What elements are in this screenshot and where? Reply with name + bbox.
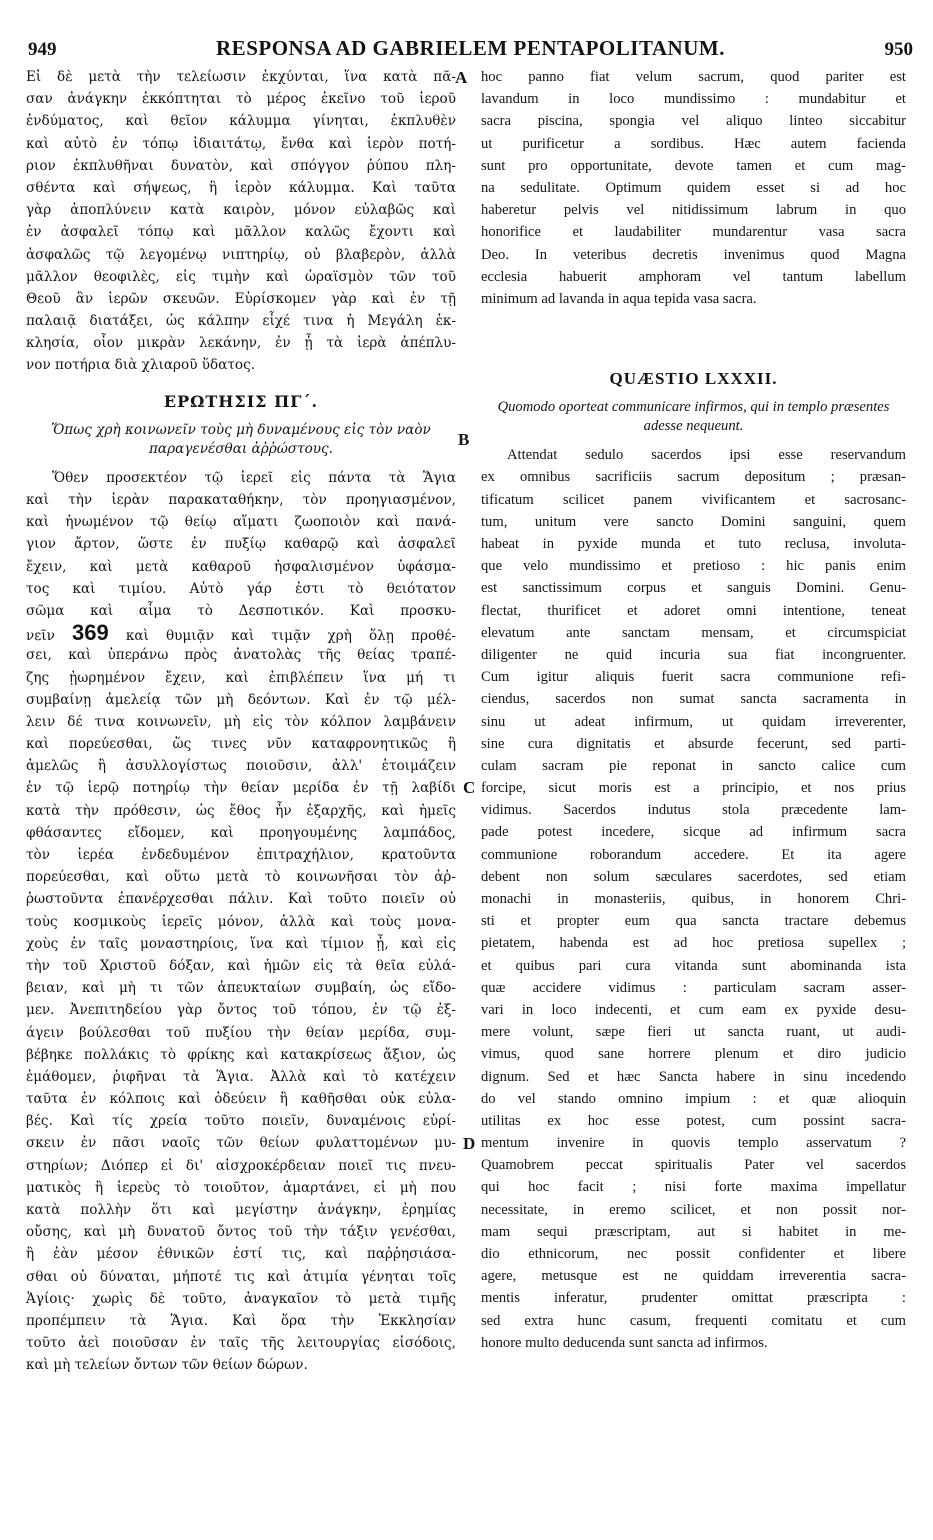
text-line: habeat in pyxide munda et tuto reclusa, involuta- [481, 536, 906, 553]
text-line: agere, metusque est ne quiddam irreverentia sacra- [481, 1268, 906, 1285]
greek-question-subtitle: Ὅπως χρὴ κοινωνεῖν τοὺς μὴ δυναμένους εἰς τὸν ναὸν παραγενέσθαι ἀῤῥώστους. [51, 421, 431, 457]
text-line: γὰρ ἀποπλύνειν κατὰ καιρὸν, μόνον εὐλαβῶς καὶ [26, 202, 456, 219]
text-line: communione roborandum accedere. Et ita agere [481, 846, 906, 863]
column-number: 369 [72, 622, 109, 645]
text-line: mentis inferatur, prudenter omittat præscripta : [481, 1290, 906, 1307]
text-line: pade potest incedere, sicque ad infirmum sacra [481, 824, 906, 841]
text-line: παλαιᾷ διατάξει, ὡς κάλπην εἶχέ τινα ἡ Μεγάλη ἐκ- [26, 313, 456, 330]
text-line: βές. Καὶ τίς χρεία τοῦτο ποιεῖν, δυναμένοις εὑρί- [26, 1113, 456, 1130]
text-line: lavandum in loco mundissimo : mundabitur et [481, 91, 906, 108]
text-line: haberetur pelvis vel nitidissimum labrum in quo [481, 202, 906, 219]
text-line: καὶ τὴν ἱερὰν παρακαταθήκην, τὸν προηγιασμένον, [26, 492, 456, 509]
text-line: culam sacram pie reponat in sancto calice cum [481, 757, 906, 774]
running-title: RESPONSA AD GABRIELEM PENTAPOLITANUM. [216, 36, 725, 60]
text-line: τὸν ἱερέα ἐνδεδυμένον ἐπιτραχήλιον, κρατοῦντα [26, 847, 456, 864]
text-line: μᾶλλον θεοφιλὲς, εἰς τιμὴν καὶ ὡραϊσμὸν τῶν τοῦ [26, 268, 456, 285]
text-line: et quibus pari cura vitanda sunt abominanda ista [481, 957, 906, 974]
text-line: dio ethnicorum, nec possit confidenter et libere [481, 1246, 906, 1263]
text-line: ciendus, sacerdos non sumat sancta sacramenta in [481, 691, 906, 708]
text-line: γιον ἄρτον, ὥστε ἐν πυξίῳ καθαρῷ καὶ ἀσφαλεῖ [26, 536, 456, 553]
text-line: honorifice et laudabiliter mundarentur vasa sacra [481, 224, 906, 241]
text-line: ῥωστοῦντα ἐπανέρχεσθαι πάλιν. Καὶ τοῦτο ποιεῖν οὐ [26, 891, 456, 908]
text-line: ριον ἐκπλυθῆναι δυνατὸν, καὶ σπόγγον ῥύπου πλη- [26, 157, 456, 174]
text-line: σῶμα καὶ αἷμα τὸ Δεσποτικόν. Καὶ προσκυ- [26, 602, 456, 619]
text-line: συμβαίνῃ ἀμελείᾳ τῶν μὴ δεόντων. Καὶ ἐν τῷ μέλ- [26, 691, 456, 708]
greek-paragraph-2 [26, 467, 456, 1377]
text-line: καὶ μὴ τελείων ὄντων τῶν θείων δώρων. [26, 1357, 308, 1374]
text-line: sti et propter eum qua sancta tractare debemus [481, 913, 906, 930]
text-line: άγειν βούλεσθαι τοῦ πυξίου τὴν θείαν μερίδα, συμ- [26, 1024, 456, 1041]
text-line: tum, unitum vere sancto Domini sanguini, quem [481, 513, 906, 530]
text-line: Ὅθεν προσεκτέον τῷ ἱερεῖ εἰς πάντα τὰ Ἅγια [52, 469, 456, 486]
text-line: σθαι οὐ δύναται, μήποτέ τις καὶ ἀτιμία γένηται τοῖς [26, 1268, 456, 1285]
latin-question-heading: QUÆSTIO LXXXII. [609, 369, 778, 389]
text-line: honore multo deducenda sunt sancta ad infirmos. [481, 1334, 768, 1351]
text-line: monachi in monasteriis, quibus, in honorem Chri- [481, 891, 906, 908]
text-line: sine cura dignitatis et absurde fecerunt, sed parti- [481, 735, 906, 752]
text-line: κατὰ τὴν πρόθεσιν, ὡς ἔθος ἦν ἐξαρχῆς, καὶ ἡμεῖς [26, 802, 456, 819]
text-line: flectat, thurificet et adoret omni intentione, teneat [481, 602, 906, 619]
text-line: debent non solum sæculares sacerdotes, sed etiam [481, 868, 906, 885]
latin-column [481, 66, 906, 1354]
greek-column [26, 66, 456, 1377]
text-line: pietatem, habenda est ad hoc pretiosa supellex ; [481, 935, 906, 952]
text-line: sinu ut adeat infirmum, ut quidam irreverenter, [481, 713, 906, 730]
text-line: mere volunt, sæpe fieri ut sancta ruant, ut audi- [481, 1024, 906, 1041]
text-line: στηρίων; Διόπερ εἰ δι' αἰσχροκέρδειαν ποιεῖ τις πνευ- [26, 1157, 456, 1174]
text-line: forcipe, sicut moris est a principio, et nos prius [481, 780, 906, 797]
text-line: est sanctissimum corpus et sanguis Domini. Genu- [481, 580, 906, 597]
text-line: Attendat sedulo sacerdos ipsi esse reservandum [507, 447, 906, 464]
latin-paragraph-2 [481, 444, 906, 1354]
text-line: νον ποτήρια διὰ χλιαροῦ ὕδατος. [26, 357, 256, 374]
text-line: σκειν ἐν πᾶσι ναοῖς τῶν θείων φυλαττομένων μυ- [26, 1135, 456, 1152]
text-line: σθέντα καὶ σήψεως, ἢ ἱερὸν κάλυμμα. Καὶ ταῦτα [26, 179, 456, 196]
text-line: qui hoc facit ; nisi forte maxima impellatur [481, 1179, 906, 1196]
text-line: ταῦτα ἐν κόλποις καὶ ὁδεύειν ἢ καθῆσθαι οὐκ εὐλα- [26, 1091, 456, 1108]
text-line: elevatum ante sanctam mensam, et circumspiciat [481, 624, 906, 641]
text-line: Cum igitur aliquis fuerit sacra communione refi- [481, 669, 906, 686]
text-line: ζης ᾐωρημένον ἔχειν, καὶ ἐπιβλέπειν ἵνα μή τι [26, 669, 456, 686]
text-line: καὶ ἡνωμένον τῷ θείῳ αἵματι ζωοποιὸν καὶ πανά- [26, 514, 456, 531]
text-line: φθάσαντες εἴδομεν, καὶ προηγουμένης λαμπάδος, [26, 824, 456, 841]
page-header [28, 36, 913, 66]
text-line: Deo. In veteribus decretis invenimus quod Magna [481, 246, 906, 263]
text-line: προπέμπειν τὰ Ἅγια. Καὶ ὅρα τὴν Ἐκκλησίαν [26, 1312, 456, 1329]
text-line: ἐν ἀσφαλεῖ τόπῳ καὶ μᾶλλον καλῶς ἔχοντι καὶ [26, 224, 456, 241]
right-page-number: 950 [884, 39, 913, 60]
text-line: Quamobrem peccat spiritualis Pater vel sacerdos [481, 1157, 906, 1174]
text-line: μεν. Ἀνεπιτηδείου γὰρ ὄντος τοῦ τόπου, ἐν τῷ ἐξ- [26, 1002, 456, 1019]
margin-marker-c: C [463, 778, 476, 797]
text-line: βειαν, καὶ μὴ τι τῶν ἀπευκταίων συμβαίη, ὡς εἴδο- [26, 980, 456, 997]
text-line: na sedulitate. Optimum quidem esset si ad hoc [481, 179, 906, 196]
text-line: ἢ ἐὰν μέσον ἐθνικῶν ἐστί τις, καὶ παῤῥησιάσα- [26, 1246, 456, 1263]
margin-marker-a: A [455, 68, 468, 87]
margin-marker-d: D [463, 1134, 476, 1153]
text-line: minimum ad lavanda in aqua tepida vasa sacra. [481, 290, 757, 307]
text-line: τος καὶ τιμίου. Αὐτὸ γάρ ἐστι τὸ θειότατον [26, 580, 456, 597]
text-line: βέβηκε πολλάκις τὸ φρίκης καὶ κατακρίσεως ἄξιον, ὡς [26, 1046, 456, 1063]
text-line: ἀσφαλῶς τῷ λεγομένῳ νιπτηρίῳ, οὐ βλαβερὸν, ἀλλὰ [26, 246, 456, 263]
text-line: vari in loco indecenti, et cum eam ex pyxide desu- [481, 1001, 906, 1018]
text-line: sunt pro opportunitate, devote tamen et cum mag- [481, 157, 906, 174]
text-line: ἀμελῶς ἢ ἀσυλλογίστως ποιοῦσιν, ἀλλ' ἑτοιμάζειν [26, 758, 456, 775]
text-line: Ἁγίοις· χωρὶς δὲ τοῦτο, ἀναγκαῖον τὸ μετὰ τιμῆς [26, 1290, 456, 1307]
left-page-number: 949 [28, 39, 57, 60]
text-line: que velo mundissimo et pretioso : hic panis enim [481, 558, 906, 575]
greek-question-heading: ΕΡΩΤΗΣΙΣ ΠΓ΄. [163, 391, 319, 411]
text-line: καὶ αὐτὸ ἐν τόπῳ ἰδιαιτάτῳ, ἔνθα καὶ ἱερὸν ποτή- [26, 135, 456, 152]
text-line: ματικὸς ἢ ἱερεὺς τὸ τοιοῦτον, ἁμαρτάνει, εἰ μὴ που [26, 1179, 456, 1196]
text-line: ἐν τῷ ἱερῷ ποτηρίῳ τὴν θείαν μερίδα ἐν τῇ λαβίδι [26, 780, 456, 797]
text-line: necessitate, in eremo scilicet, et non possit nor- [481, 1201, 906, 1218]
text-line: ex omnibus sacrificiis sacrum depositum ; præsan- [481, 469, 906, 486]
text-line: diligenter ne quid incuria sua fiat incongruenter. [481, 646, 906, 663]
margin-marker-b: B [458, 430, 470, 449]
text-line: νεῖν 369 καὶ θυμιᾷν καὶ τιμᾷν χρὴ ὅλῃ προθέ- [26, 622, 456, 645]
text-line: mam sequi præscriptam, aut si habitet in me- [481, 1223, 906, 1240]
text-line: σαν ἀνάγκην ἐκκόπτηται τὸ μέρος ἐκεῖνο τοῦ ἱεροῦ [26, 91, 456, 108]
text-line: κατὰ πολλὴν ὅτι καὶ μεγίστην ἀνάγκην, ἐρημίας [26, 1202, 456, 1219]
text-line: vimus, quod sane horrere plenum et diro judicio [481, 1046, 906, 1063]
text-line: τὴν τοῦ Χριστοῦ δόξαν, καὶ ἡμῶν εἰς τὰ θεῖα εὐλά- [26, 957, 456, 974]
text-line: tificatum scilicet panem vivificantem et sacrosanc- [481, 491, 906, 508]
text-line: mentum invenire in quovis templo asservatum ? [481, 1135, 906, 1152]
text-line: vidimus. Sacerdos indutus stola præcedente lam- [481, 802, 906, 819]
text-line: sed extra hunc casum, frequenti comitatu et cum [481, 1312, 906, 1329]
text-line: Θεοῦ ἂν ἱερῶν σκευῶν. Εὑρίσκομεν γὰρ καὶ ἐν τῇ [26, 290, 456, 307]
text-line: ἐνδύματος, καὶ θεῖον κάλυμμα γίνηται, ἐκπλυθὲν [26, 113, 456, 130]
text-line: χοὺς ἐν ταῖς μοναστηρίοις, ἵνα καὶ τίμιον ᾖ, καὶ εἰς [26, 935, 456, 952]
text-line: sacra piscina, spongia vel aliquo linteo siccabitur [481, 113, 906, 130]
text-line: ἐμάθομεν, ῥιφῆναι τὰ Ἅγια. Ἀλλὰ καὶ τὸ κατέχειν [26, 1068, 456, 1085]
text-line: πορεύεσθαι, καὶ οὕτω μετὰ τὸ κοινωνῆσαι τὸν ἀῤ- [26, 869, 456, 886]
text-line: do vel stando omnino impium : et quæ alioquin [481, 1090, 906, 1107]
text-line: κλησία, οἷον μικρὰν λεκάνην, ἐν ᾗ τὰ ἱερὰ ἀπέπλυ- [26, 335, 456, 352]
greek-paragraph-1 [26, 66, 456, 377]
text-line: καὶ πορεύεσθαι, ὥς τινες νῦν καταφρονητικῶς ἢ [26, 736, 456, 753]
text-line: utilitas ex hoc esse potest, cum possint sacra- [481, 1112, 906, 1129]
text-line: τοῦτο ἀεὶ ποιοῦσαν ἐν ταῖς τῆς λειτουργίας εἰσόδοις, [26, 1335, 456, 1352]
text-line: οὔσης, καὶ μὴ δυνατοῦ ὄντος τοῦ τὴν τάξιν γενέσθαι, [26, 1224, 456, 1241]
text-line: quæ accidere vidimus : particulam sacram asser- [481, 979, 906, 996]
text-line: Εἰ δὲ μετὰ τὴν τελείωσιν ἐκχύνται, ἵνα κατὰ πᾶ- [26, 69, 456, 85]
text-line: ut purificetur a sordibus. Hæc autem facienda [481, 135, 906, 152]
text-line: dignum. Sed et hæc Sancta habere in sinu incedendo [481, 1068, 906, 1085]
text-line: ἔχειν, καὶ μετὰ καθαροῦ ἠσφαλισμένον ὑφάσμα- [26, 558, 456, 575]
text-line: σει, καὶ ὑπεράνω πρὸς ἀνατολὰς τῆς θείας τραπέ- [26, 647, 456, 664]
latin-question-subtitle: Quomodo oporteat communicare infirmos, qui in templo præsentes adesse nequeunt. [497, 399, 890, 435]
text-line: τοὺς κοσμικοὺς ἱερεῖς μόνον, ἀλλὰ καὶ τοὺς μονα- [26, 913, 456, 930]
text-line: hoc panno fiat velum sacrum, quod pariter est [481, 69, 906, 85]
latin-paragraph-1 [481, 66, 906, 310]
text-line: λειν δέ τινα κοινωνεῖν, μὴ εἰς τὸν κόλπον λαμβάνειν [26, 713, 456, 730]
text-line: ecclesia habuerit amphoram vel tantum labellum [481, 268, 906, 285]
